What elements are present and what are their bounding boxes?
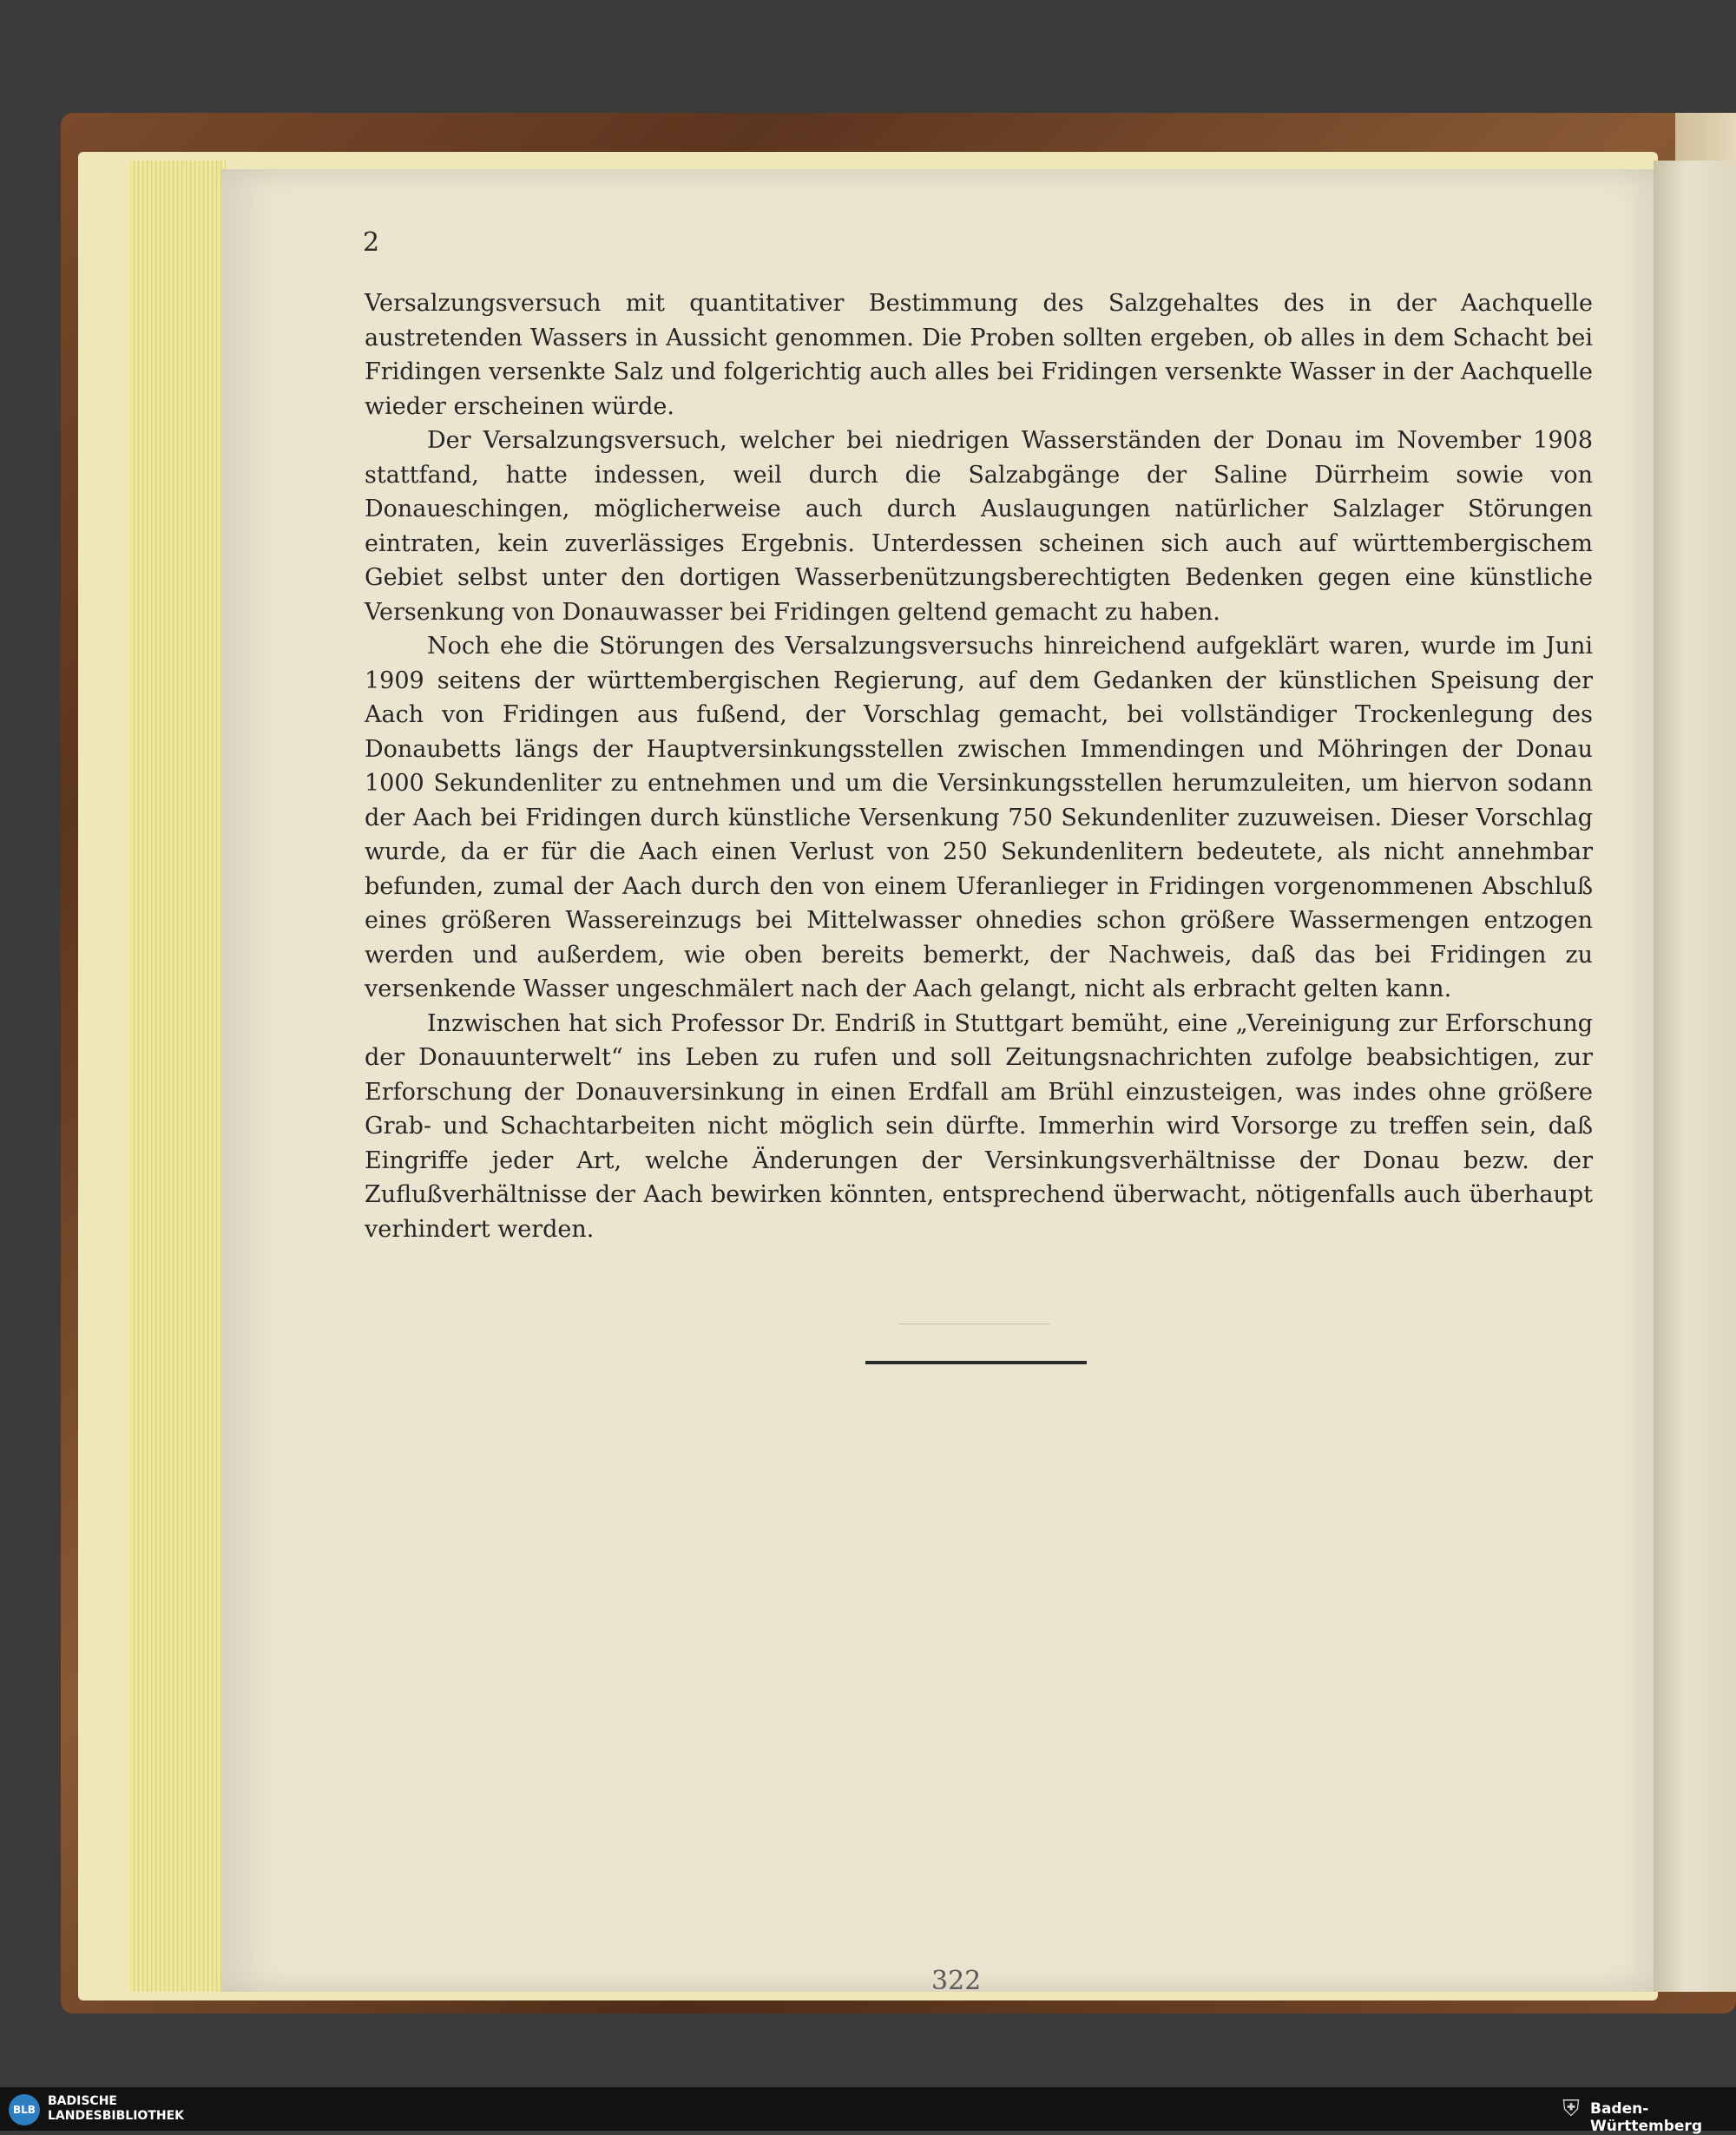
next-page-edge (1654, 161, 1736, 1992)
body-text (365, 286, 1593, 1246)
blb-line-1: BADISCHE (48, 2094, 117, 2108)
blb-line-2: LANDESBIBLIOTHEK (48, 2109, 185, 2123)
page-number-top: 2 (363, 227, 380, 258)
section-divider (865, 1361, 1087, 1364)
paragraph: Noch ehe die Störungen des Versalzungsversuchs hinreichend aufgeklärt waren, wurde im Juni 1909 seitens der württembergischen Regierung, auf dem Gedanken der künstlichen Speisung der Aach von Fridingen aus fußend, der Vorschlag gemacht, bei vollständiger Trockenlegung des Donaubetts längs der Hauptversinkungsstellen zwischen Immendingen und Möhringen der Donau 1000 Sekundenliter zu entnehmen und um die Versinkungsstellen herumzuleiten, um hiervon sodann der Aach bei Fridingen durch künstliche Versenkung 750 Sekundenliter zuzuweisen. Dieser Vorschlag wurde, da er für die Aach einen Verlust von 250 Sekundenlitern bedeutete, als nicht annehmbar befunden, zumal der Aach durch den von einem Uferanlieger in Fridingen vorgenommenen Abschluß eines größeren Wassereinzugs bei Mittelwasser ohnedies schon größere Wassermengen entzogen werden und außerdem, wie oben bereits bemerkt, der Nachweis, daß das bei Fridingen zu versenkende Wasser ungeschmälert nach der Aach gelangt, nicht als erbracht gelten kann. (365, 633, 1593, 1002)
page-number-bottom: 322 (931, 1966, 982, 1996)
paragraph: Inzwischen hat sich Professor Dr. Endriß in Stuttgart bemüht, eine „Vereinigung zur Erforschung der Donauunterwelt“ ins Leben zu rufen und soll Zeitungsnachrichten zufolge beabsichtigen, zur Erforschung der Donauversinkung in einen Erdfall am Brühl einzusteigen, was indes ohne größere Grab- und Schachtarbeiten nicht möglich sein dürfte. Immerhin wird Vorsorge zu treffen sein, daß Eingriffe jeder Art, welche Änderungen der Versinkungsverhältnisse der Donau bezw. der Zuflußverhältnisse der Aach bewirken könnten, entsprechend überwacht, nötigenfalls auch überhaupt verhindert werden. (365, 1009, 1593, 1243)
page-edges (130, 161, 226, 1992)
blb-library-name[interactable] (48, 2094, 184, 2124)
blb-logo-icon[interactable]: BLB (9, 2094, 40, 2125)
paragraph: Versalzungsversuch mit quantitativer Bestimmung des Salzgehaltes des in der Aachquelle austretenden Wassers in Aussicht genommen. Die Proben sollten ergeben, ob alles in dem Schacht bei Fridingen versenkte Salz und folgerichtig auch alles bei Fridingen versenkte Wasser in der Aachquelle wieder erscheinen würde. (365, 290, 1593, 420)
coat-of-arms-icon: ⛨ (1562, 2096, 1580, 2122)
baden-wuerttemberg-label[interactable]: Baden-Württemberg (1590, 2100, 1702, 2135)
paragraph: Der Versalzungsversuch, welcher bei niedrigen Wasserständen der Donau im November 1908 stattfand, hatte indessen, weil durch die Salzabgänge der Saline Dürrheim sowie von Donaueschingen, möglicherweise auch durch Auslaugungen natürlicher Salzlager Störungen eintraten, kein zuverlässiges Ergebnis. Unterdessen scheinen sich auch auf württembergischem Gebiet selbst unter den dortigen Wasserbenützungsberechtigten Bedenken gegen eine künstliche Versenkung von Donauwasser bei Fridingen geltend gemacht zu haben. (365, 427, 1593, 626)
viewer-footer (0, 2087, 1736, 2135)
